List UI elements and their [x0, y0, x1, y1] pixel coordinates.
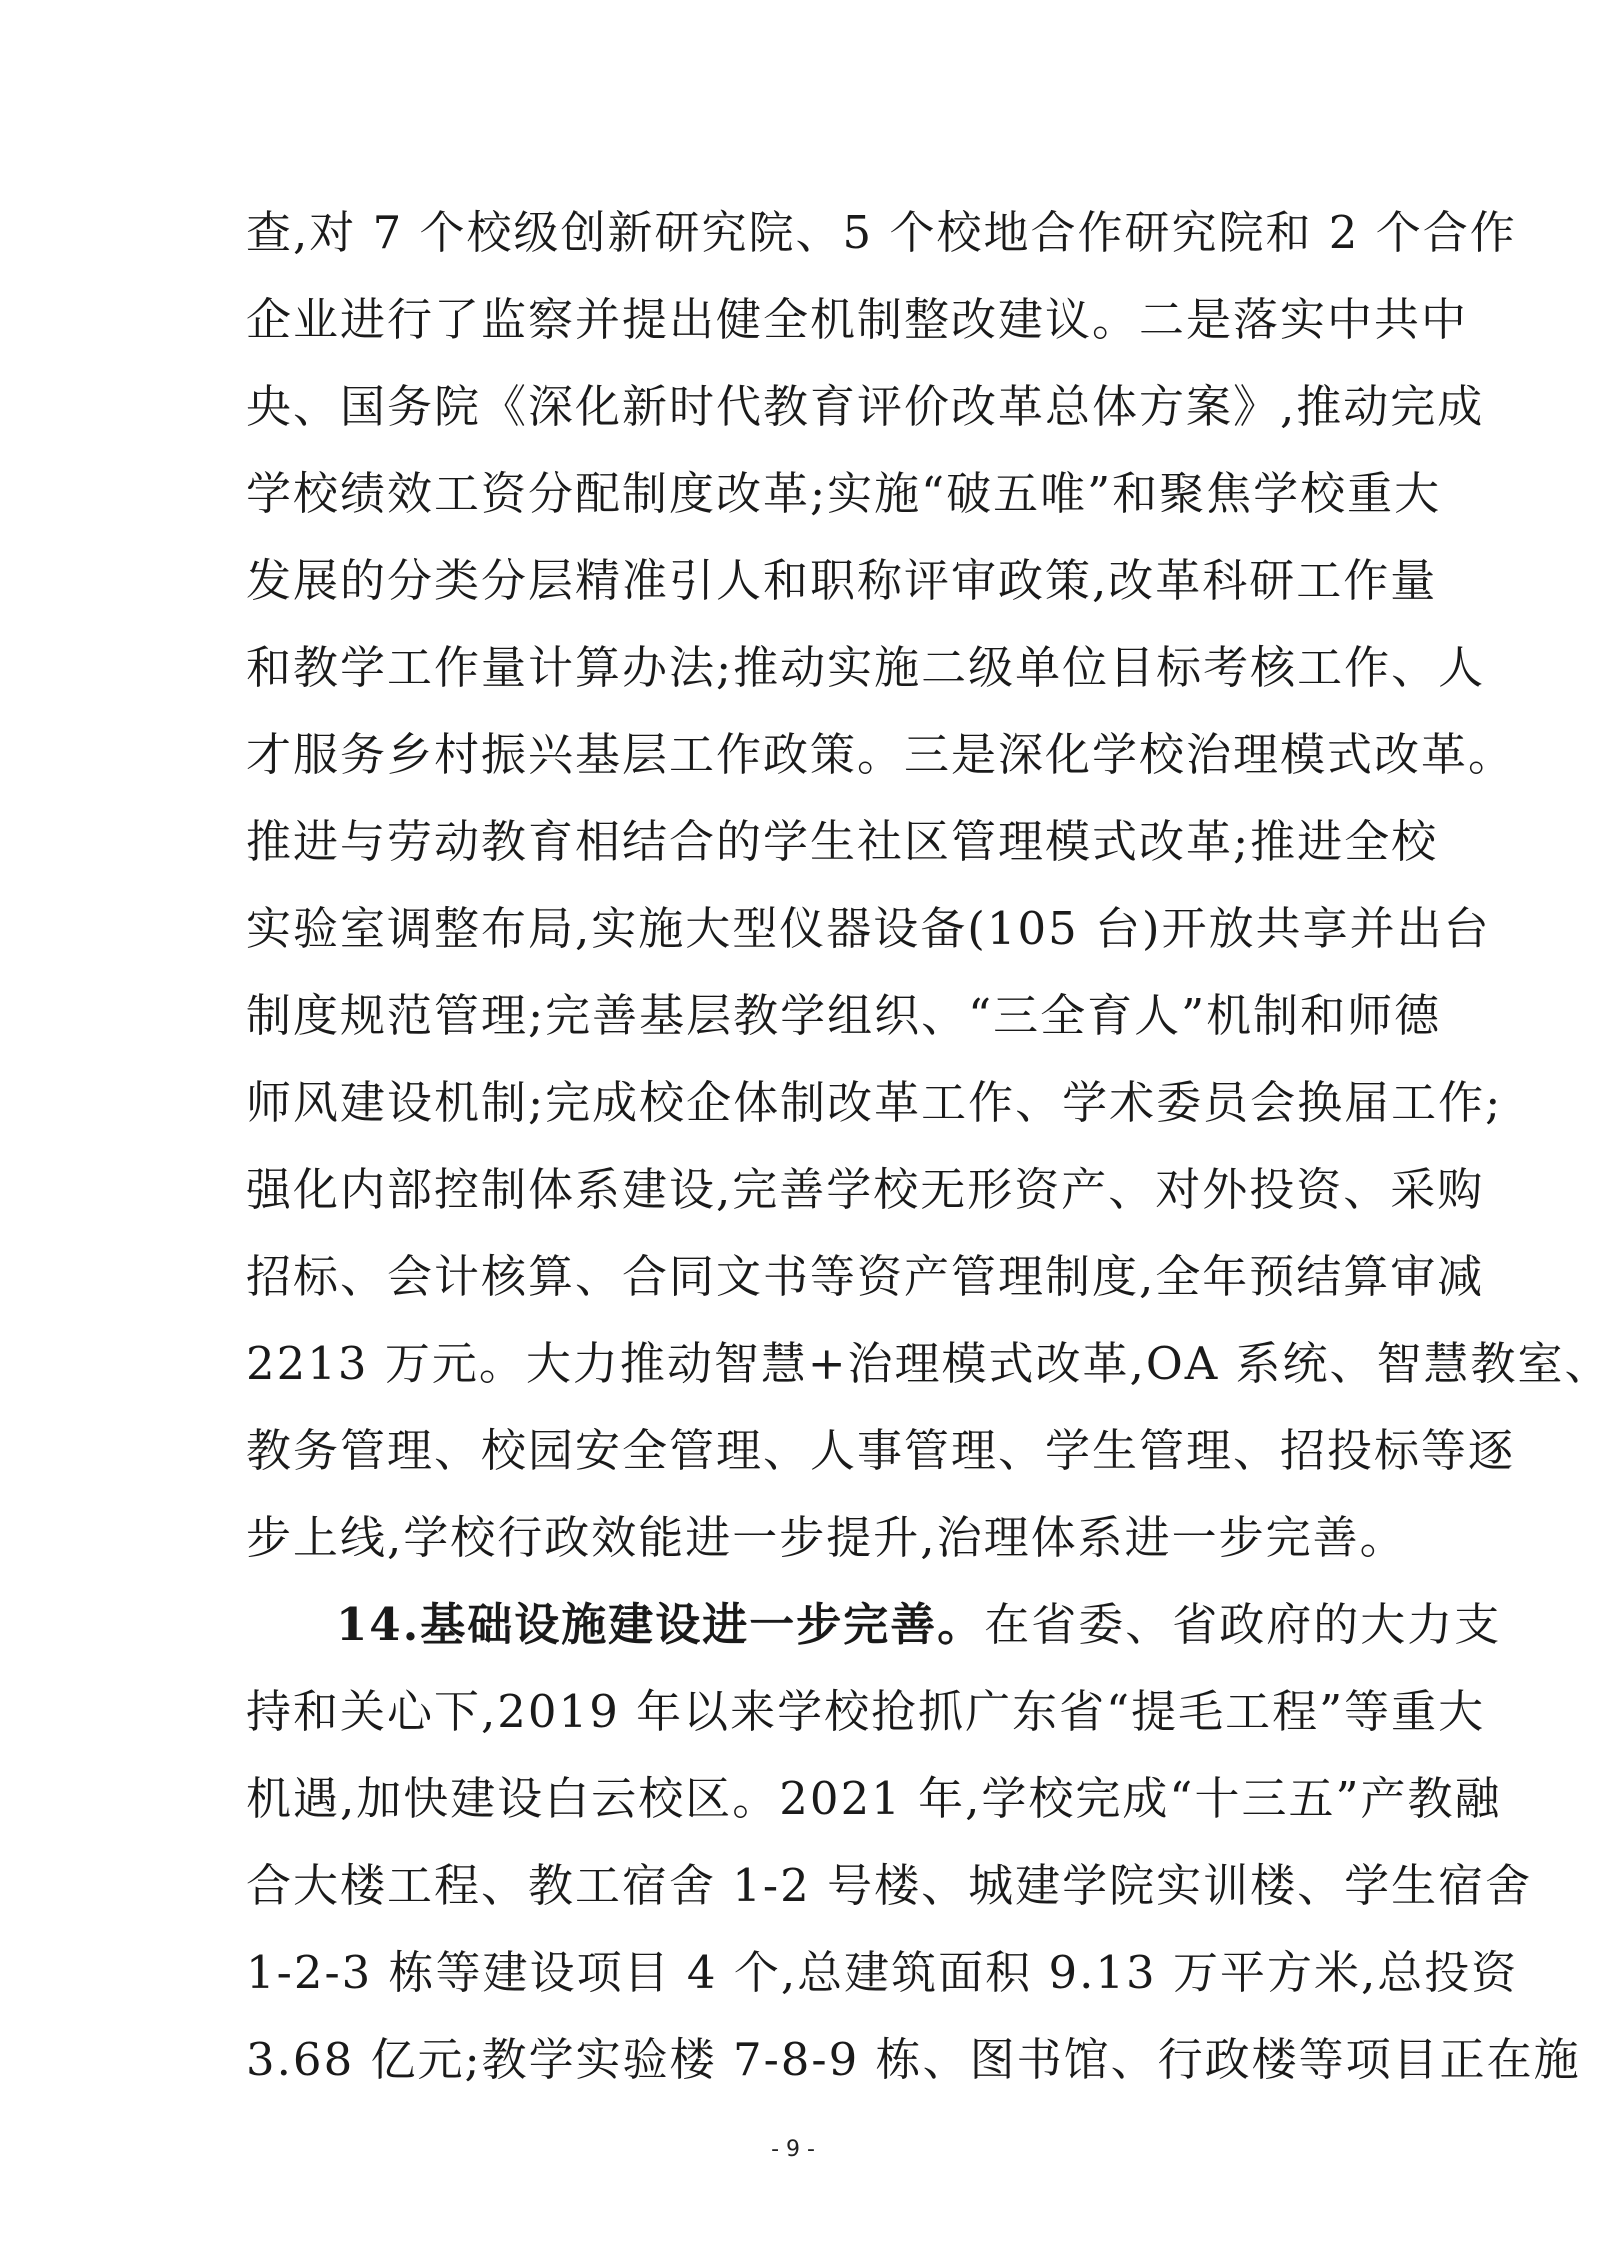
- text-line: 强化内部控制体系建设,完善学校无形资产、对外投资、采购: [246, 1163, 1485, 1216]
- section-heading: 14.基础设施建设进一步完善。: [336, 1598, 985, 1651]
- text-line: 企业进行了监察并提出健全机制整改建议。二是落实中共中: [246, 293, 1469, 346]
- text-line: 学校绩效工资分配制度改革;实施“破五唯”和聚焦学校重大: [246, 467, 1442, 520]
- text-line: 合大楼工程、教工宿舍 1-2 号楼、城建学院实训楼、学生宿舍: [246, 1859, 1533, 1912]
- text-line: 才服务乡村振兴基层工作政策。三是深化学校治理模式改革。: [246, 728, 1516, 781]
- text-line: 3.68 亿元;教学实验楼 7-8-9 栋、图书馆、行政楼等项目正在施: [246, 2033, 1581, 2086]
- text-line: 发展的分类分层精准引人和职称评审政策,改革科研工作量: [246, 554, 1438, 607]
- text-line: 机遇,加快建设白云校区。2021 年,学校完成“十三五”产教融: [246, 1772, 1502, 1825]
- text-line: 推进与劳动教育相结合的学生社区管理模式改革;推进全校: [246, 815, 1439, 868]
- text-line: 教务管理、校园安全管理、人事管理、学生管理、招投标等逐: [246, 1424, 1516, 1477]
- text-line: 师风建设机制;完成校企体制改革工作、学术委员会换届工作;: [246, 1076, 1503, 1129]
- text-line: 持和关心下,2019 年以来学校抢抓广东省“提毛工程”等重大: [246, 1685, 1486, 1738]
- text-line: 2213 万元。大力推动智慧+治理模式改革,OA 系统、智慧教室、: [246, 1337, 1612, 1390]
- text-line: 实验室调整布局,实施大型仪器设备(105 台)开放共享并出台: [246, 902, 1491, 955]
- text-line: 制度规范管理;完善基层教学组织、“三全育人”机制和师德: [246, 989, 1442, 1042]
- text-line: 央、国务院《深化新时代教育评价改革总体方案》,推动完成: [246, 380, 1485, 433]
- section-heading-line: [336, 1592, 1502, 1658]
- text-line: 查,对 7 个校级创新研究院、5 个校地合作研究院和 2 个合作: [246, 206, 1517, 259]
- heading-line-text: 在省委、省政府的大力支: [984, 1598, 1502, 1651]
- text-line: 和教学工作量计算办法;推动实施二级单位目标考核工作、人: [246, 641, 1486, 694]
- page-number: - 9 -: [771, 2137, 815, 2162]
- text-line: 步上线,学校行政效能进一步提升,治理体系进一步完善。: [246, 1511, 1407, 1564]
- text-line: 招标、会计核算、合同文书等资产管理制度,全年预结算审减: [246, 1250, 1485, 1303]
- text-line: 1-2-3 栋等建设项目 4 个,总建筑面积 9.13 万平方米,总投资: [246, 1946, 1519, 1999]
